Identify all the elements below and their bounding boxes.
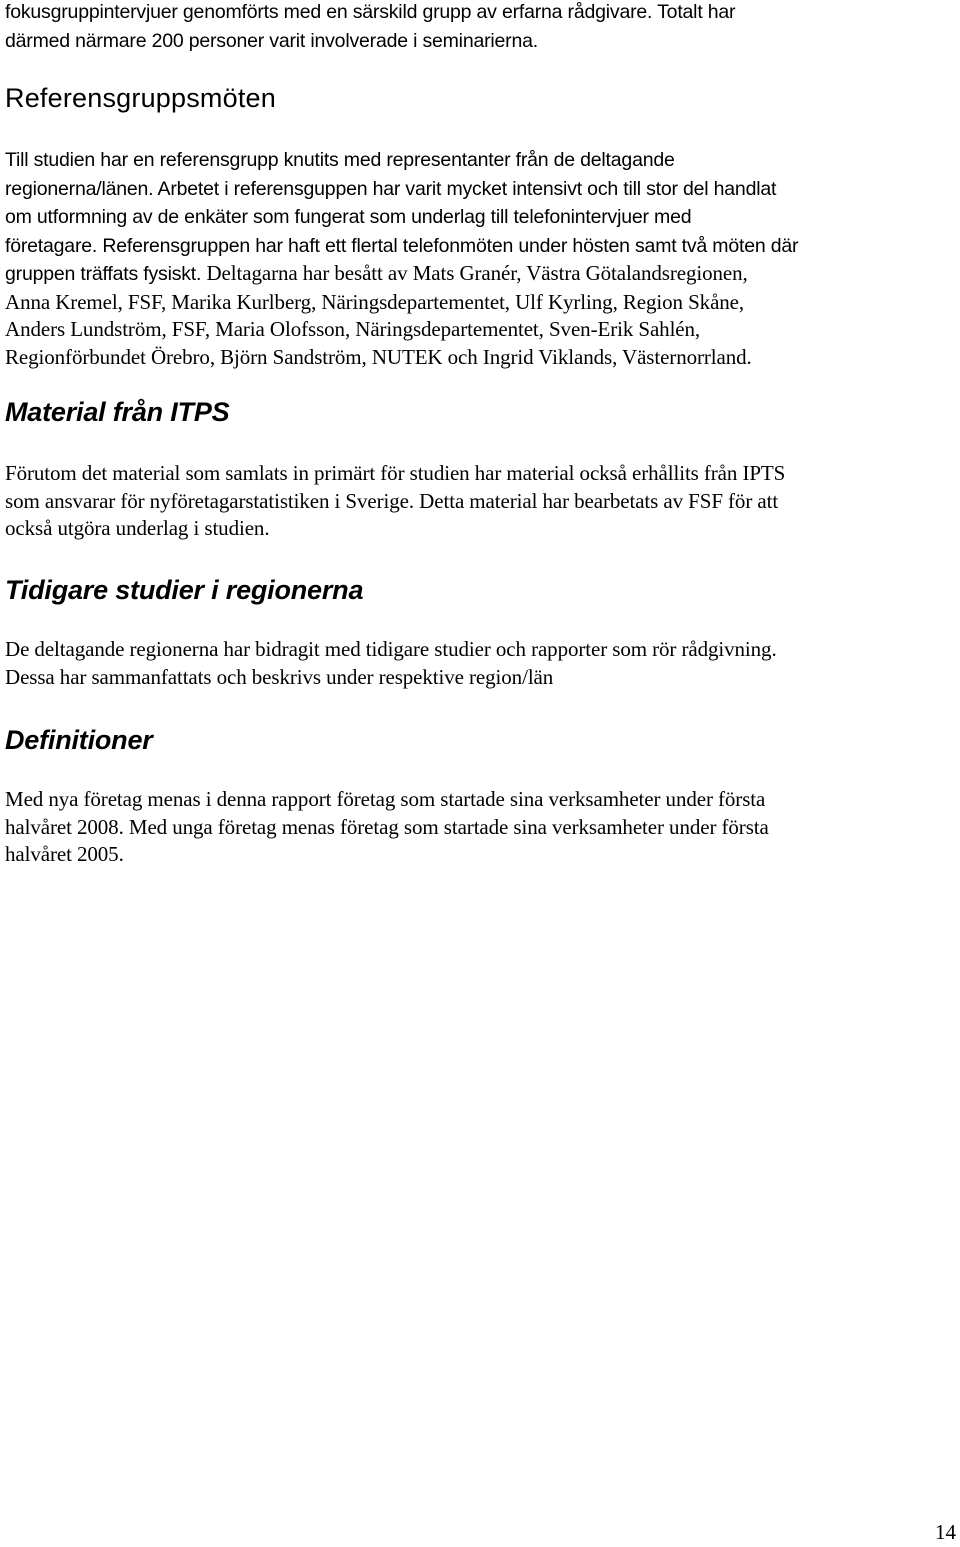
def-line-1: Med nya företag menas i denna rapport företag som startade sina verksamheter under första [5, 787, 766, 811]
ref-line-5a: gruppen träffats fysiskt. [5, 263, 207, 285]
tidigare-line-2: Dessa har sammanfattats och beskrivs under respektive region/län [5, 664, 554, 689]
tidigare-paragraph [5, 636, 777, 691]
intro-line-2: därmed närmare 200 personer varit involverade i seminarierna. [5, 29, 538, 52]
intro-paragraph [5, 0, 735, 55]
ref-line-8: Regionförbundet Örebro, Björn Sandström, NUTEK och Ingrid Viklands, Västernorrland. [5, 344, 752, 369]
ref-line-6: Anna Kremel, FSF, Marika Kurlberg, Näringsdepartementet, Ulf Kyrling, Region Skåne, [5, 289, 745, 314]
heading-material-fran-itps: Material från ITPS [5, 397, 230, 427]
material-line-2: som ansvarar för nyföretagarstatistiken i Sverige. Detta material har bearbetats av FSF för att [5, 488, 779, 513]
definitioner-paragraph [5, 786, 769, 869]
ref-line-2b: Arbetet i referensguppen har varit mycket intensivt och till stor del handlat [157, 177, 777, 200]
material-line-1: Förutom det material som samlats in primärt för studien har material också erhållits från IPTS [5, 461, 786, 485]
heading-referensgruppsmoten: Referensgruppsmöten [5, 83, 276, 113]
page-number: 14 [935, 1520, 956, 1544]
intro-line-1: fokusgruppintervjuer genomförts med en särskild grupp av erfarna rådgivare. Totalt har [5, 1, 736, 23]
def-line-2: halvåret 2008. Med unga företag menas företag som startade sina verksamheter under första [5, 814, 769, 839]
referensgrupp-paragraph [5, 146, 798, 371]
ref-line-7: Anders Lundström, FSF, Maria Olofsson, Näringsdepartementet, Sven-Erik Sahlén, [5, 317, 701, 341]
heading-tidigare-studier: Tidigare studier i regionerna [5, 575, 364, 605]
tidigare-line-1: De deltagande regionerna har bidragit med tidigare studier och rapporter som rör rådgivning. [5, 637, 777, 661]
ref-line-4: företagare. Referensgruppen har haft ett flertal telefonmöten under hösten samt två möten där [5, 234, 799, 257]
ref-line-3: om utformning av de enkäter som fungerat som underlag till telefonintervjuer med [5, 206, 692, 228]
ref-line-1: Till studien har en referensgrupp knutits med representanter från de deltagande [5, 149, 675, 171]
heading-definitioner: Definitioner [5, 725, 153, 755]
ref-line-5b: Deltagarna har besått av Mats Granér, Västra Götalandsregionen, [206, 261, 748, 285]
ref-line-2a: regionerna/länen. [5, 177, 158, 200]
def-line-3: halvåret 2005. [5, 842, 124, 866]
material-line-3: också utgöra underlag i studien. [5, 516, 270, 540]
material-paragraph [5, 460, 785, 543]
